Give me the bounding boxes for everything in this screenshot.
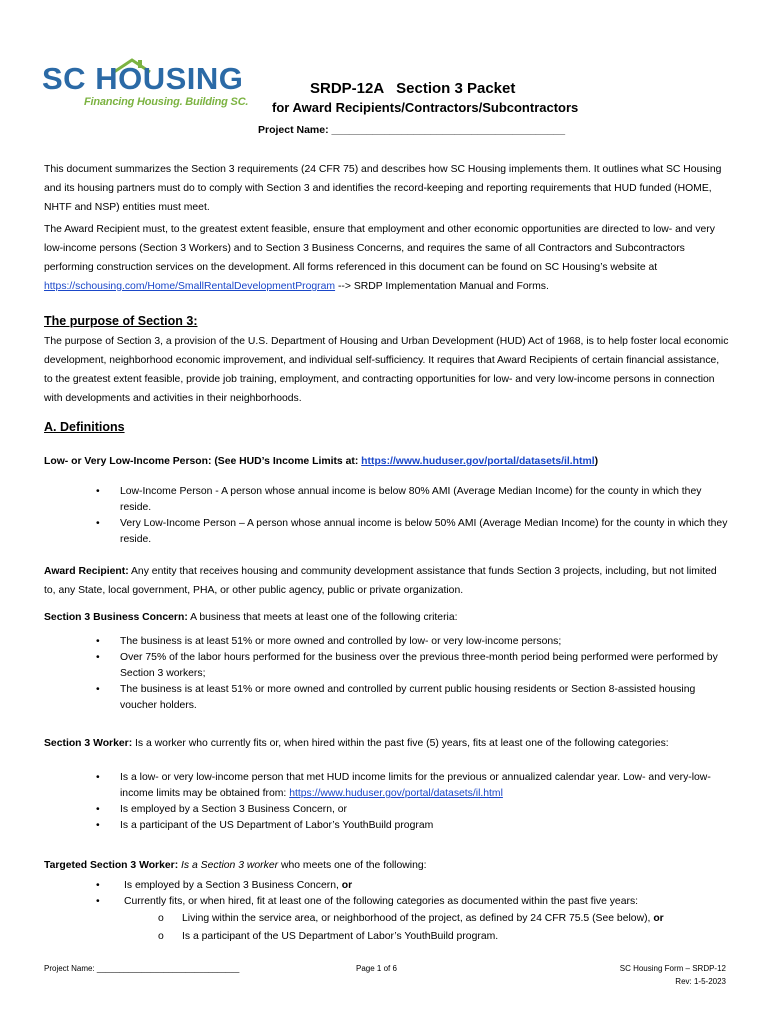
section3-worker-definition: Section 3 Worker: Is a worker who currently fits or, when hired within the past five (5) years, fits at least one of the following categories: (44, 738, 669, 749)
project-name-line: Project Name: ________________________________________ (258, 124, 566, 136)
list-item: o Is a participant of the US Department of Labor’s YouthBuild program. (158, 928, 730, 946)
logo-tagline: Financing Housing. Building SC. (84, 96, 249, 108)
list-item: • Currently fits, or when hired, fit at least one of the following categories as documented within the past five years: (96, 894, 728, 910)
purpose-heading: The purpose of Section 3: (44, 314, 198, 328)
intro-paragraph-2: The Award Recipient must, to the greatest extent feasible, ensure that employment and other economic opportunities are directed to low- and very low-income persons (Section 3 Workers) and to Section 3 Business Concerns, and requires the same of all Contractors and Subcontractors performing construction services on the development. All forms referenced in this document can be found on SC Housing’s website at https://schousing.com/Home/SmallRentalDevelopmentProgram --> SRDP Implementation Manual and Forms. (44, 224, 715, 292)
footer-form-id: SC Housing Form – SRDP-12 (619, 964, 726, 973)
low-income-list (96, 484, 728, 548)
list-item: • Very Low-Income Person – A person whose annual income is below 50% AMI (Average Median Income) for the county in which they reside. (96, 516, 728, 548)
award-recipient-definition: Award Recipient: Any entity that receives housing and community development assistance that funds Section 3 projects, including, but not limited to, any State, local government, PHA, or other public agency, public or private organization. (44, 566, 717, 596)
targeted-worker-list (96, 878, 728, 910)
footer-project-name: Project Name: ________________________________ (44, 964, 240, 973)
list-item: • Is a low- or very low-income person that met HUD income limits for the previous or annualized calendar year. Low- and very-low-income limits may be obtained from: https://www.huduser.gov/portal/datasets/il.html (96, 770, 728, 802)
hud-income-limits-link-2[interactable]: https://www.huduser.gov/portal/datasets/il.html (289, 788, 503, 799)
purpose-paragraph: The purpose of Section 3, a provision of the U.S. Department of Housing and Urban Development (HUD) Act of 1968, is to help foster local economic development, neighborhood economic improvement, and individual self-sufficiency. It requires that Award Recipients of certain financial assistance, to the greatest extent feasible, provide job training, employment, and contracting opportunities for low- and very low-income persons in connection with developments and activities in their neighborhoods. (44, 336, 729, 404)
logo-wordmark: SC HOUSING (42, 61, 244, 96)
list-item: • Is a participant of the US Department of Labor’s YouthBuild program (96, 818, 728, 834)
hud-income-limits-link[interactable]: https://www.huduser.gov/portal/datasets/il.html (361, 456, 595, 467)
list-item: • Is employed by a Section 3 Business Concern, or (96, 878, 728, 894)
footer-page-number: Page 1 of 6 (356, 964, 397, 973)
footer-revision: Rev: 1-5-2023 (675, 977, 726, 986)
list-item: • Over 75% of the labor hours performed for the business over the previous three-month period being performed were performed by Section 3 workers; (96, 650, 728, 682)
intro-paragraph-1: This document summarizes the Section 3 requirements (24 CFR 75) and describes how SC Housing implements them. It outlines what SC Housing and its housing partners must do to comply with Section 3 and identifies the record-keeping and reporting requirements that HUD funded (HOME, NHTF and NSP) entities must meet. (44, 164, 722, 213)
business-concern-definition: Section 3 Business Concern: A business that meets at least one of the following criteria: (44, 612, 458, 623)
sc-housing-logo (42, 58, 249, 114)
srdp-link[interactable]: https://schousing.com/Home/SmallRentalDevelopmentProgram (44, 281, 336, 292)
list-item: • The business is at least 51% or more owned and controlled by low- or very low-income persons; (96, 634, 728, 650)
low-income-definition: Low- or Very Low-Income Person: (See HUD’s Income Limits at: https://www.huduser.gov/portal/datasets/il.html) (44, 456, 599, 467)
list-item: • Low-Income Person - A person whose annual income is below 80% AMI (Average Median Income) for the county in which they reside. (96, 484, 728, 516)
targeted-worker-definition: Targeted Section 3 Worker: Is a Section 3 worker who meets one of the following: (44, 860, 427, 871)
definitions-heading: A. Definitions (44, 420, 125, 434)
document-title: SRDP-12A Section 3 Packet (310, 80, 516, 97)
list-item: o Living within the service area, or neighborhood of the project, as defined by 24 CFR 75.5 (See below), or (158, 910, 730, 928)
business-concern-list (96, 634, 728, 714)
list-item: • The business is at least 51% or more owned and controlled by current public housing residents or Section 8-assisted housing voucher holders. (96, 682, 728, 714)
targeted-worker-sublist (158, 910, 730, 946)
section3-worker-list (96, 770, 728, 834)
list-item: • Is employed by a Section 3 Business Concern, or (96, 802, 728, 818)
document-subtitle: for Award Recipients/Contractors/Subcontractors (272, 100, 579, 115)
